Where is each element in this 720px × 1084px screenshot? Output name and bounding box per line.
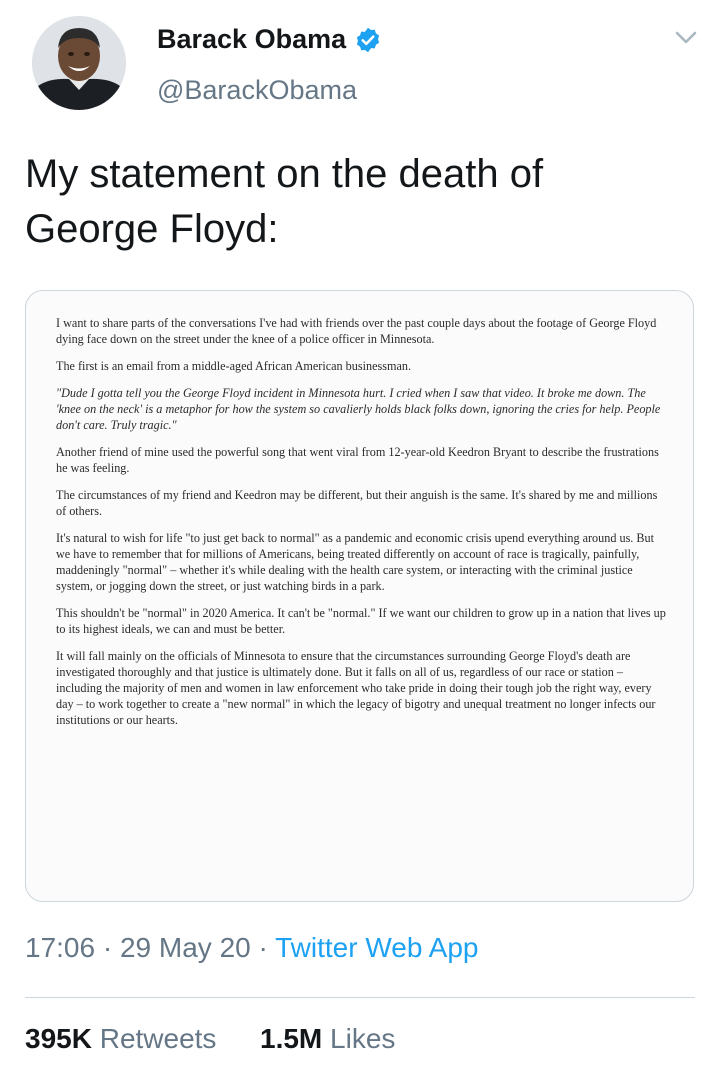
tweet-text: My statement on the death of George Floyd: bbox=[25, 152, 544, 251]
verified-badge-icon bbox=[354, 26, 382, 54]
chevron-down-icon[interactable] bbox=[672, 28, 700, 48]
likes-count: 1.5M bbox=[260, 1023, 323, 1054]
divider bbox=[25, 997, 695, 998]
meta-separator: · bbox=[102, 932, 113, 963]
author-handle[interactable]: @BarackObama bbox=[157, 75, 357, 105]
tweet-time[interactable]: 17:06 bbox=[25, 932, 96, 963]
avatar[interactable] bbox=[32, 16, 126, 110]
statement-document bbox=[56, 315, 668, 739]
statement-paragraph: This shouldn't be "normal" in 2020 America. It can't be "normal." If we want our children to grow up in a nation that lives up to its highest ideals, we can and must be better. bbox=[56, 606, 666, 636]
statement-paragraph: The circumstances of my friend and Keedron may be different, but their anguish is the same. It's shared by me and millions of others. bbox=[56, 488, 658, 518]
statement-paragraph: It will fall mainly on the officials of Minnesota to ensure that the circumstances surrounding George Floyd's death are investigated thoroughly and that justice is ultimately done. But it falls on all of us, regardless of our race or station – including the majority of men and women in law enforcement who take pride in doing their tough job the right way, every day – to work together to create a "new normal" in which the legacy of bigotry and unequal treatment no longer infects our institutions or our hearts. bbox=[56, 649, 656, 727]
tweet-metadata bbox=[25, 932, 478, 964]
meta-separator: · bbox=[258, 932, 268, 963]
author-name[interactable] bbox=[157, 24, 382, 55]
statement-paragraph: Another friend of mine used the powerful song that went viral from 12-year-old Keedron Bryant to describe the frustrations he was feeling. bbox=[56, 445, 659, 475]
retweets-count: 395K bbox=[25, 1023, 92, 1054]
profile-photo bbox=[32, 16, 126, 110]
likes-label: Likes bbox=[330, 1023, 396, 1054]
retweets-stat[interactable] bbox=[25, 1023, 224, 1054]
tweet-date[interactable]: 29 May 20 bbox=[119, 932, 251, 963]
statement-quote: "Dude I gotta tell you the George Floyd incident in Minnesota hurt. I cried when I saw that video. It broke me down. The 'knee on the neck' is a metaphor for how the system so cavalierly holds black folks down, ignoring the cries for help. People don't care. Truly tragic." bbox=[56, 386, 661, 432]
statement-paragraph: The first is an email from a middle-aged African American businessman. bbox=[56, 359, 412, 373]
tweet-source-link[interactable]: Twitter Web App bbox=[275, 932, 479, 963]
statement-paragraph: It's natural to wish for life "to just get back to normal" as a pandemic and economic crisis upend everything around us. But we have to remember that for millions of Americans, being treated differently on account of race is tragically, painfully, maddeningly "normal" – whether it's while dealing with the health care system, or interacting with the criminal justice system, or jogging down the street, or just watching birds in a park. bbox=[56, 531, 655, 593]
tweet-media-image[interactable] bbox=[25, 290, 694, 902]
likes-stat[interactable] bbox=[260, 1023, 395, 1054]
statement-paragraph: I want to share parts of the conversations I've had with friends over the past couple days about the footage of George Floyd dying face down on the street under the knee of a police officer in Minnesota. bbox=[56, 316, 657, 346]
display-name-text[interactable]: Barack Obama bbox=[157, 24, 347, 54]
tweet-stats bbox=[25, 1023, 395, 1055]
retweets-label: Retweets bbox=[99, 1023, 217, 1054]
